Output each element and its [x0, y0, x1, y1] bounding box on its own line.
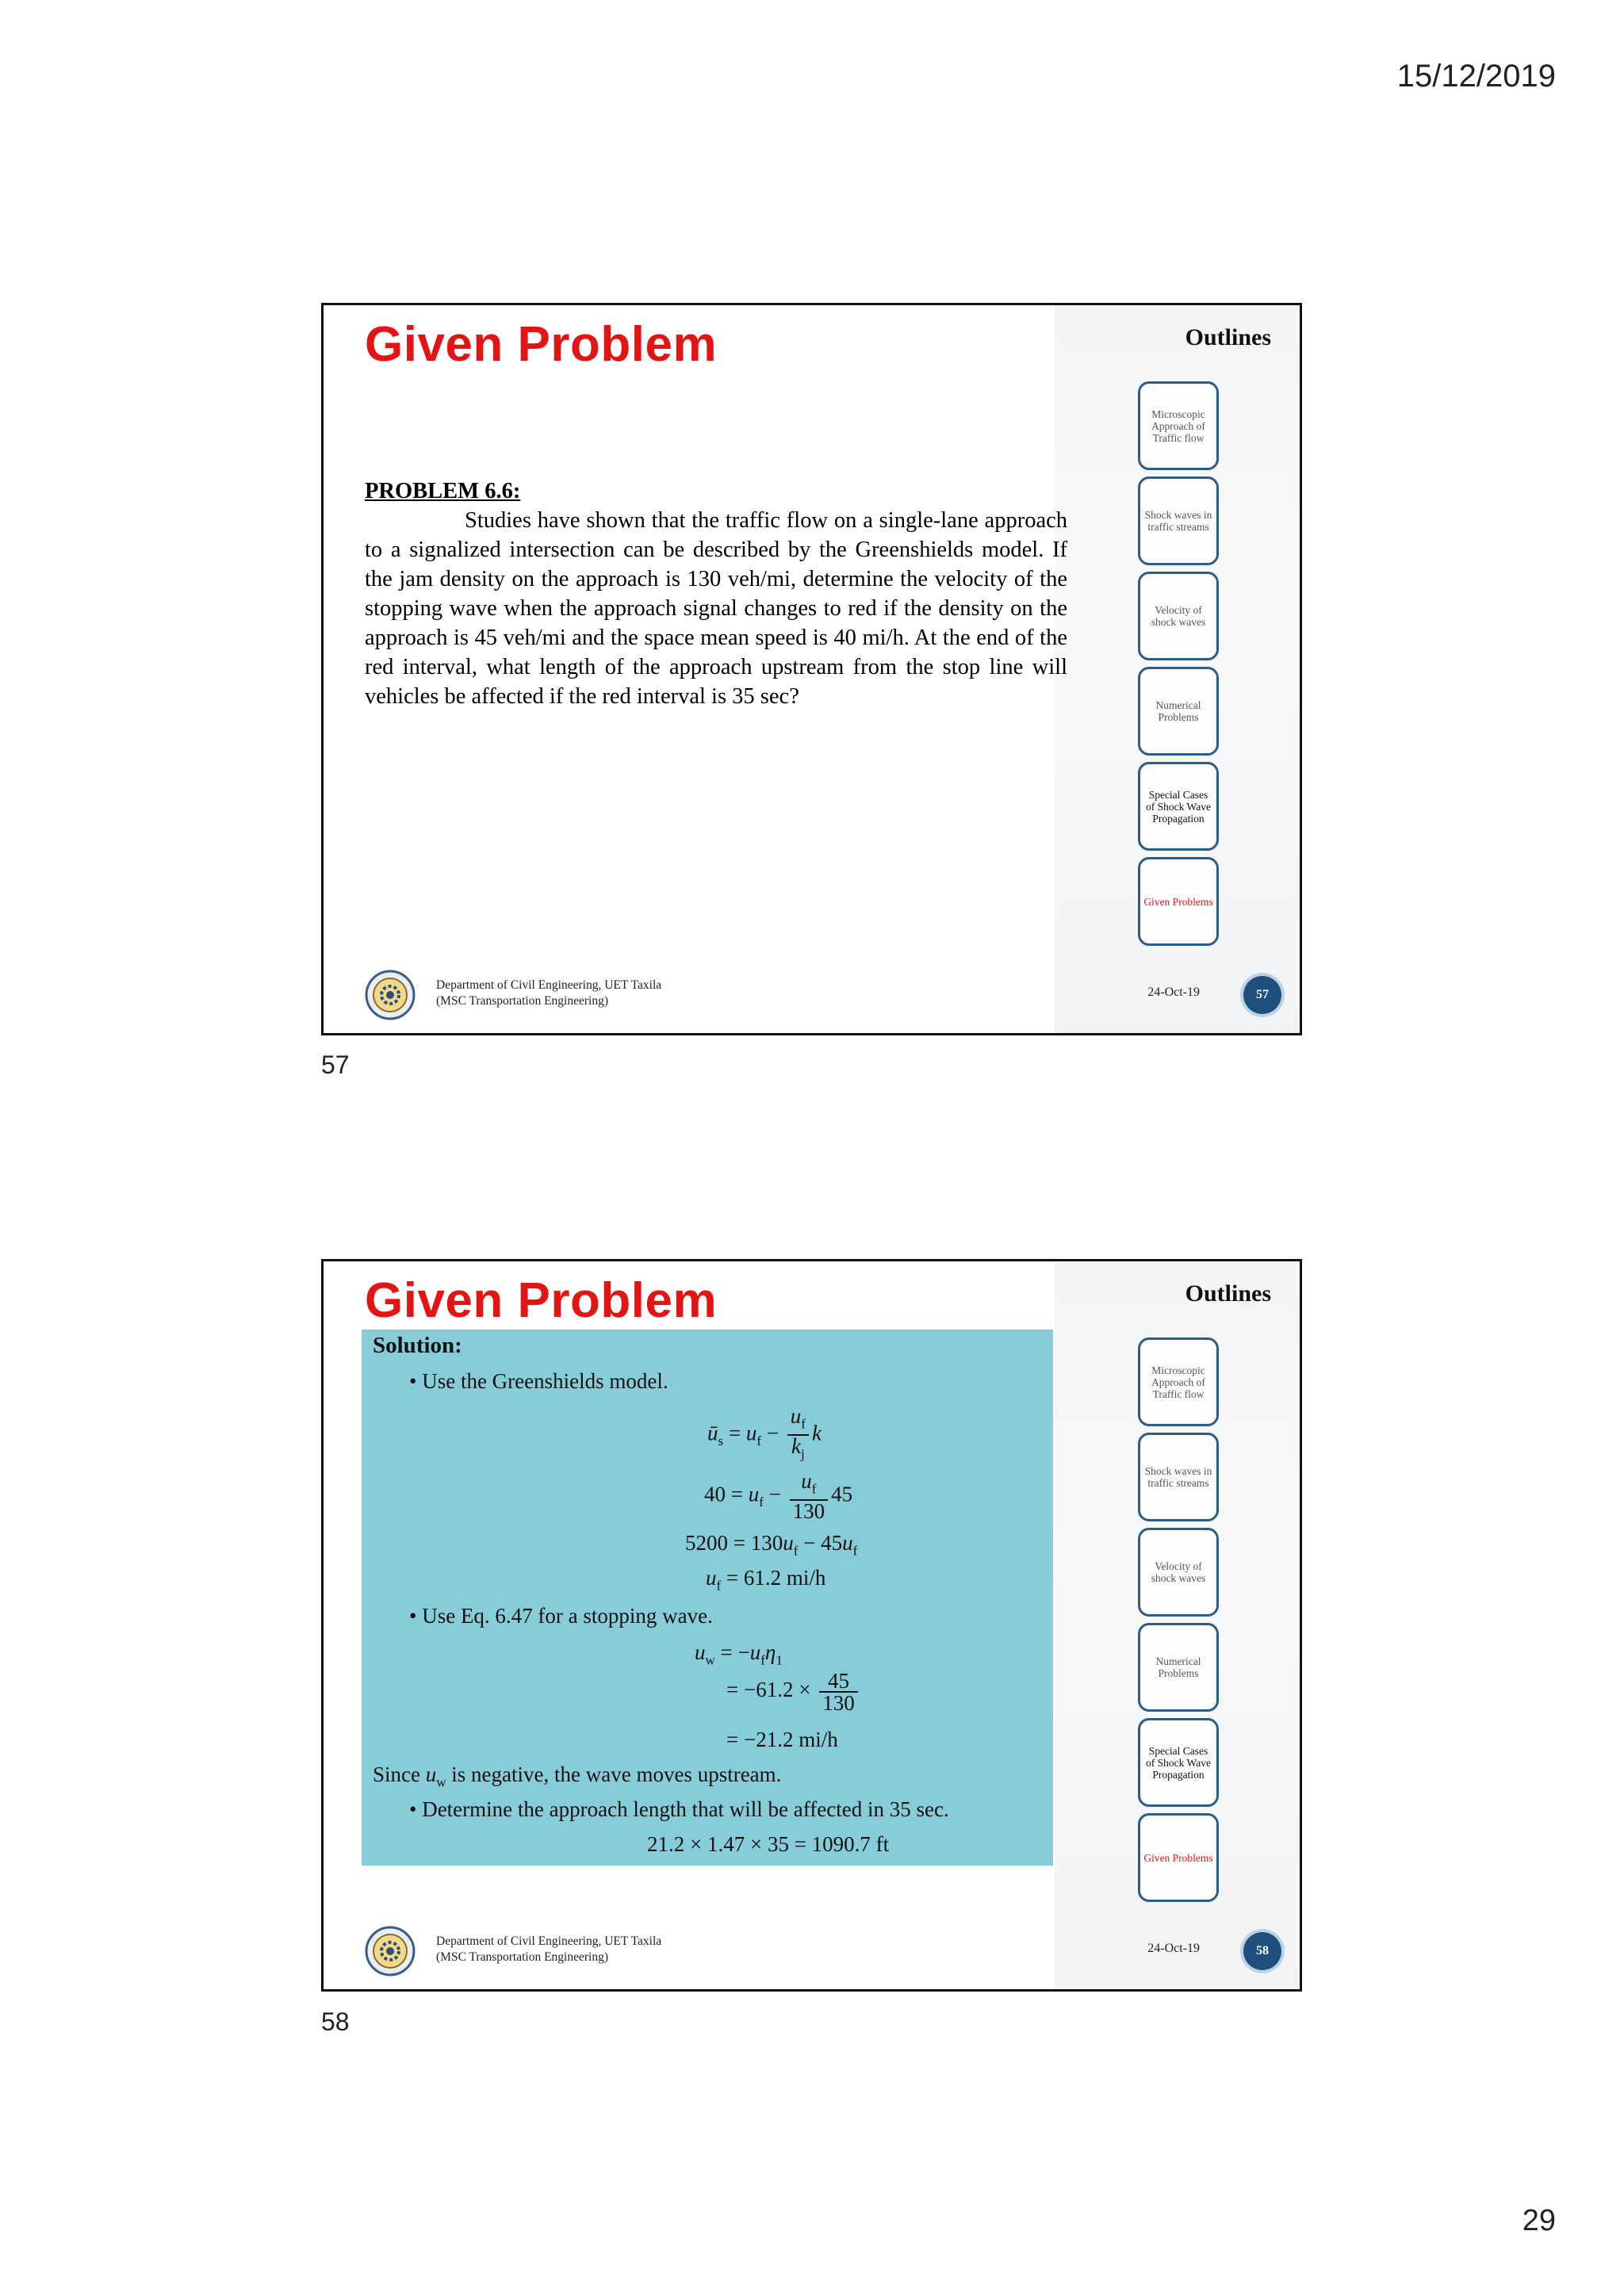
eq-value: 40 — [704, 1482, 726, 1506]
slide-title: Given Problem — [365, 317, 718, 372]
program-name: (MSC Transportation Engineering) — [436, 1950, 608, 1964]
uet-logo-icon — [365, 970, 416, 1020]
outline-item-shock-waves[interactable]: Shock waves in traffic streams — [1138, 476, 1219, 565]
page-number: 29 — [1522, 2204, 1556, 2237]
outline-item-velocity[interactable]: Velocity of shock waves — [1138, 572, 1219, 660]
outline-item-velocity[interactable]: Velocity of shock waves — [1138, 1528, 1219, 1617]
problem-text: Studies have shown that the traffic flow on a single-lane approach to a signalized intersection can be described by the Greenshields model. If the jam density on the approach is 130 veh/mi, determine the velocity of the stopping wave when the approach signal changes to red if the density on the approach is 45 veh/mi and the space mean speed is 40 mi/h. At the end of the red interval, what length of the approach upstream from the stop line will vehicles be affected if the red interval is 35 sec? — [365, 508, 1067, 709]
slide-57 — [321, 303, 1302, 1035]
problem-heading: PROBLEM 6.6: — [365, 479, 521, 503]
footer-date: 24-Oct-19 — [1147, 985, 1200, 999]
since-text: Since — [373, 1762, 420, 1786]
slide-label-57: 57 — [321, 1050, 350, 1079]
since-text: is negative, the wave moves upstream. — [451, 1762, 782, 1786]
problem-block — [365, 476, 1067, 711]
eq-value: 130 — [792, 1499, 825, 1524]
outline-item-given-problems[interactable]: Given Problems — [1138, 857, 1219, 946]
bullet-text: Use Eq. 6.47 for a stopping wave. — [422, 1604, 713, 1628]
outline-list — [1138, 381, 1220, 952]
slide-number-badge: 58 — [1243, 1932, 1281, 1970]
department-name: Department of Civil Engineering, UET Taxila — [436, 1934, 662, 1948]
equation-final: 21.2 × 1.47 × 35 = 1090.7 ft — [647, 1832, 890, 1856]
outline-item-microscopic[interactable]: Microscopic Approach of Traffic flow — [1138, 381, 1219, 470]
eq-value: 45 — [831, 1482, 853, 1506]
eq-value: − 45 — [803, 1531, 843, 1555]
equation-greenshields: $ū_s = u_f$ − $\frac{u_f}{k_j}$ k — [707, 1404, 822, 1462]
outline-item-numerical[interactable]: Numerical Problems — [1138, 667, 1219, 756]
slide-number-badge: 57 — [1243, 976, 1281, 1014]
outline-item-special-cases[interactable]: Special Cases of Shock Wave Propagation — [1138, 1718, 1219, 1807]
program-name: (MSC Transportation Engineering) — [436, 994, 608, 1008]
outline-item-microscopic[interactable]: Microscopic Approach of Traffic flow — [1138, 1337, 1219, 1426]
footer-date: 24-Oct-19 — [1147, 1942, 1200, 1955]
department-text — [436, 978, 661, 1009]
outline-item-special-cases[interactable]: Special Cases of Shock Wave Propagation — [1138, 762, 1219, 851]
eq-value: 45 — [819, 1670, 858, 1693]
eq-value: = −61.2 × — [726, 1678, 811, 1702]
eq-value: = 61.2 mi/h — [726, 1566, 826, 1590]
outline-item-numerical[interactable]: Numerical Problems — [1138, 1623, 1219, 1712]
outline-list — [1138, 1337, 1220, 1908]
uet-logo-icon — [365, 1926, 416, 1976]
department-text — [436, 1934, 661, 1965]
equation-uf-result: $u_f = 61.2$ mi/h — [706, 1566, 826, 1594]
bullet-text: Use the Greenshields model. — [422, 1369, 668, 1393]
solution-panel — [362, 1330, 1053, 1866]
eq-value: 130 — [822, 1691, 855, 1715]
slide-title: Given Problem — [365, 1273, 718, 1328]
slide-58 — [321, 1259, 1302, 1992]
equation-uw-result: = −21.2 mi/h — [726, 1728, 838, 1751]
bullet-text: Determine the approach length that will be affected in 35 sec. — [422, 1797, 949, 1821]
eq-value: 5200 = 130 — [685, 1531, 783, 1555]
bullet-stopping-wave: • Use Eq. 6.47 for a stopping wave. — [409, 1604, 713, 1628]
equation-multiply: $5200 = 130u_f - 45u_f$ — [685, 1531, 858, 1559]
page-date: 15/12/2019 — [1396, 59, 1556, 94]
outlines-title: Outlines — [1185, 324, 1271, 350]
bullet-approach-length: • Determine the approach length that will be affected in 35 sec. — [409, 1797, 949, 1821]
slide-label-58: 58 — [321, 2007, 350, 2036]
department-name: Department of Civil Engineering, UET Taxila — [436, 978, 662, 992]
slide-footer — [365, 970, 1300, 1020]
outline-item-shock-waves[interactable]: Shock waves in traffic streams — [1138, 1433, 1219, 1521]
outlines-title: Outlines — [1185, 1280, 1271, 1307]
outline-item-given-problems[interactable]: Given Problems — [1138, 1813, 1219, 1902]
equation-uw-substitution — [726, 1670, 861, 1713]
since-statement: Since $u_w$ is negative, the wave moves upstream. — [373, 1762, 782, 1790]
solution-heading: Solution: — [373, 1333, 462, 1358]
equation-substitution: $40 = u_f$ − $\frac{u_f}{130}$ 45 — [704, 1469, 853, 1524]
slide-footer — [365, 1926, 1300, 1976]
bullet-greenshields: • Use the Greenshields model. — [409, 1369, 668, 1393]
equation-uw-def: $u_w = -u_f\eta_1$ — [695, 1640, 783, 1668]
